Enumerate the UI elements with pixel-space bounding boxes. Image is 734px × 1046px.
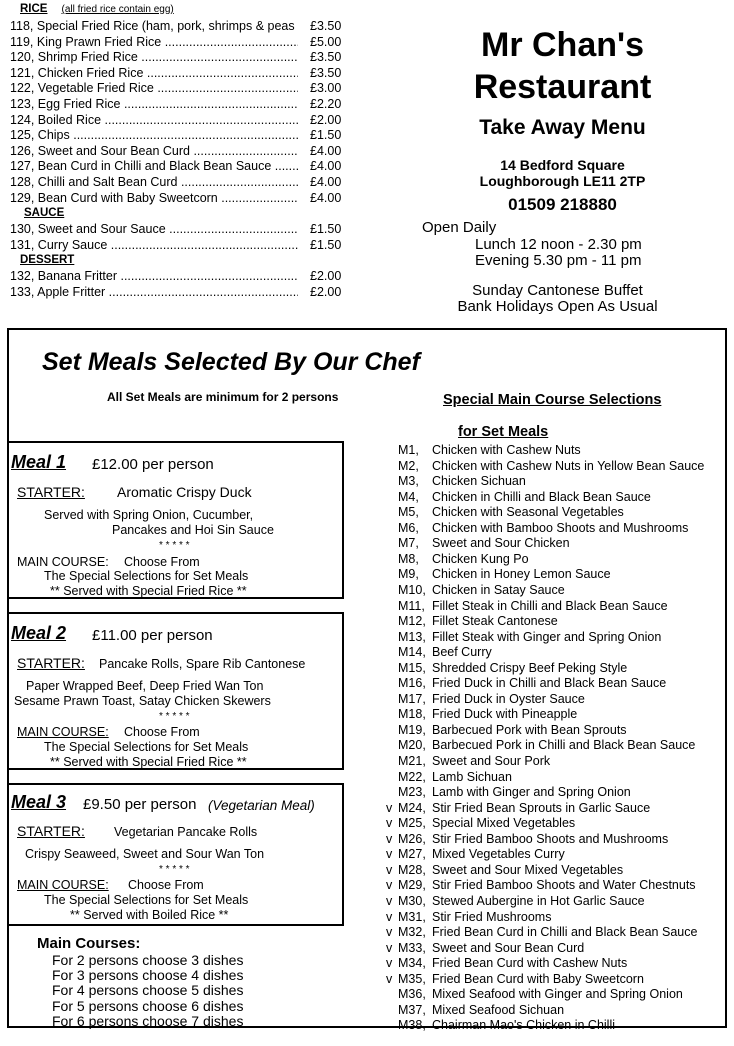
restaurant-name-line2: Restaurant xyxy=(473,68,652,106)
selection-name: Fried Duck in Oyster Sauce xyxy=(432,691,585,706)
menu-item xyxy=(10,113,342,129)
menu-item-name: 133, Apple Fritter ..... xyxy=(10,285,298,301)
selection-code: M4, xyxy=(398,489,419,504)
selection-item xyxy=(398,505,624,520)
selection-code: M17, xyxy=(398,691,426,706)
selection-code: M23, xyxy=(398,785,426,800)
rice-heading-text: RICE xyxy=(20,3,48,15)
menu-item-name: 131, Curry Sauce ..... xyxy=(10,238,298,254)
selection-name: Chicken with Cashew Nuts in Yellow Bean Sauce xyxy=(432,458,705,473)
vegetarian-mark: v xyxy=(386,956,393,971)
selection-code: M31, xyxy=(398,909,426,924)
selection-item xyxy=(398,1018,615,1033)
address-line1: 14 Bedford Square xyxy=(500,157,625,173)
rice-note: (all fried rice contain egg) xyxy=(61,4,174,15)
selection-code: M15, xyxy=(398,660,426,675)
menu-item-price: £3.00 xyxy=(310,81,342,96)
selection-code: M16, xyxy=(398,676,426,691)
selection-name: Barbecued Pork with Bean Sprouts xyxy=(432,722,627,737)
selection-name: Sweet and Sour Mixed Vegetables xyxy=(432,862,624,877)
selection-code: M14, xyxy=(398,645,426,660)
meal-1-starter-label: STARTER: xyxy=(17,484,85,500)
menu-item-price: £3.50 xyxy=(310,65,342,80)
selection-item xyxy=(386,956,628,971)
selection-name: Sweet and Sour Chicken xyxy=(432,536,570,551)
meal-1-box xyxy=(7,441,344,599)
evening-hours: Evening 5.30 pm - 11 pm xyxy=(475,252,642,269)
sunday-buffet: Sunday Cantonese Buffet xyxy=(472,282,643,299)
selection-code: M30, xyxy=(398,893,426,908)
selection-code: M11, xyxy=(398,598,425,613)
meal-3-starter: Vegetarian Pancake Rolls xyxy=(114,825,258,839)
meal-1-price: £12.00 per person xyxy=(92,456,214,473)
menu-item xyxy=(10,81,342,97)
vegetarian-mark: v xyxy=(386,831,393,846)
menu-item-name: 123, Egg Fried Rice ..... xyxy=(10,97,298,113)
menu-item-name: 126, Sweet and Sour Bean Curd ..... xyxy=(10,144,298,160)
bank-holidays: Bank Holidays Open As Usual xyxy=(457,298,658,315)
selections-heading-1: Special Main Course Selections xyxy=(443,392,662,408)
menu-item-name: 124, Boiled Rice ..... xyxy=(10,113,298,129)
selection-name: Sweet and Sour Bean Curd xyxy=(432,940,585,955)
meal-1-line1: Served with Spring Onion, Cucumber, xyxy=(44,508,254,522)
selections-heading-2: for Set Meals xyxy=(458,424,549,440)
selection-code: M36, xyxy=(398,987,426,1002)
selection-item xyxy=(398,583,565,598)
menu-item xyxy=(10,144,342,160)
meal-3-main-line2: ** Served with Boiled Rice ** xyxy=(70,908,229,922)
open-daily: Open Daily xyxy=(422,219,497,236)
selection-code: M33, xyxy=(398,940,426,955)
restaurant-name xyxy=(415,24,710,108)
address-line2: Loughborough LE11 2TP xyxy=(479,173,646,189)
meal-2-main: Choose From xyxy=(124,725,200,739)
selection-code: M37, xyxy=(398,1002,426,1017)
selection-code: M28, xyxy=(398,862,426,877)
vegetarian-mark: v xyxy=(386,925,393,940)
selection-name: Stir Fried Bamboo Shoots and Mushrooms xyxy=(432,831,669,846)
main-courses-line: For 2 persons choose 3 dishes xyxy=(52,952,244,968)
selection-name: Stir Fried Bean Sprouts in Garlic Sauce xyxy=(432,800,651,815)
selection-code: M22, xyxy=(398,769,426,784)
selection-name: Sweet and Sour Pork xyxy=(432,754,551,768)
menu-item-price: £4.00 xyxy=(310,190,342,205)
main-courses-line: For 6 persons choose 7 dishes xyxy=(52,1012,244,1029)
dessert-heading: DESSERT xyxy=(20,254,75,266)
selection-code: M34, xyxy=(398,956,426,971)
selection-code: M25, xyxy=(398,816,426,831)
menu-item xyxy=(10,159,342,175)
selection-name: Beef Curry xyxy=(432,645,492,660)
selection-code: M7, xyxy=(398,536,419,551)
selection-code: M24, xyxy=(398,800,426,815)
menu-item-name: 118, Special Fried Rice (ham, pork, shrimps & peas ..... xyxy=(10,19,298,35)
selection-code: M19, xyxy=(398,722,426,737)
menu-item-price: £1.50 xyxy=(310,222,342,236)
minimum-note: All Set Meals are minimum for 2 persons xyxy=(107,390,339,404)
selection-name: Chicken with Cashew Nuts xyxy=(432,443,581,457)
selection-item xyxy=(386,940,585,956)
menu-item-name: 122, Vegetable Fried Rice ..... xyxy=(10,81,298,97)
meal-2-price: £11.00 per person xyxy=(92,627,213,644)
menu-item-price: £4.00 xyxy=(310,159,342,174)
selection-item xyxy=(398,1003,564,1018)
phone-number: 01509 218880 xyxy=(508,195,617,214)
selection-code: M5, xyxy=(398,505,419,520)
selection-name: Barbecued Pork in Chilli and Black Bean Sauce xyxy=(432,738,696,753)
meal-2-starter: Pancake Rolls, Spare Rib Cantonese xyxy=(99,657,306,671)
selection-code: M38, xyxy=(398,1018,426,1033)
selection-name: Fillet Steak with Ginger and Spring Onion xyxy=(432,629,662,644)
selection-item xyxy=(398,723,627,738)
selection-name: Stewed Aubergine in Hot Garlic Sauce xyxy=(432,893,645,908)
selection-item xyxy=(386,909,552,925)
selection-item xyxy=(398,459,704,474)
selection-name: Chairman Mao's Chicken in Chilli xyxy=(432,1018,616,1033)
selection-name: Chicken in Honey Lemon Sauce xyxy=(432,567,611,582)
menu-item-price: £2.00 xyxy=(310,269,342,283)
menu-item-name: 132, Banana Fritter ..... xyxy=(10,269,298,285)
meal-3-line1: Crispy Seaweed, Sweet and Sour Wan Ton xyxy=(25,847,265,861)
menu-item xyxy=(10,191,342,207)
selection-item xyxy=(398,614,558,629)
selection-code: M6, xyxy=(398,520,419,535)
selection-item xyxy=(386,831,669,847)
selection-name: Mixed Seafood with Ginger and Spring Onion xyxy=(432,987,683,1002)
menu-item xyxy=(10,97,342,113)
vegetarian-mark: v xyxy=(386,878,393,893)
menu-item xyxy=(10,222,342,238)
selection-item xyxy=(398,738,695,753)
main-courses-line: For 5 persons choose 6 dishes xyxy=(52,997,244,1014)
vegetarian-mark: v xyxy=(386,800,393,815)
meal-2-main-line1: The Special Selections for Set Meals xyxy=(44,740,249,754)
selection-name: Special Mixed Vegetables xyxy=(432,816,576,831)
meal-3-stars: * * * * * xyxy=(159,864,190,875)
selection-item xyxy=(386,893,645,909)
menu-item-price: £3.50 xyxy=(310,50,342,65)
selection-name: Stir Fried Bamboo Shoots and Water Chestnuts xyxy=(432,878,696,893)
selection-code: M9, xyxy=(398,567,419,582)
menu-item-price: £2.20 xyxy=(310,97,342,111)
selection-name: Chicken in Chilli and Black Bean Sauce xyxy=(432,489,651,504)
selection-code: M18, xyxy=(398,707,426,722)
buffet-info xyxy=(410,283,705,315)
sauce-heading: SAUCE xyxy=(24,207,65,219)
selection-item xyxy=(398,692,585,707)
selection-item xyxy=(386,925,698,940)
menu-item-price: £2.00 xyxy=(310,112,342,127)
selection-code: M13, xyxy=(398,629,426,644)
selection-code: M2, xyxy=(398,458,419,473)
selection-item xyxy=(398,443,581,458)
menu-item-name: 130, Sweet and Sour Sauce ..... xyxy=(10,222,298,238)
vegetarian-mark: v xyxy=(386,816,393,831)
menu-subtitle: Take Away Menu xyxy=(479,116,646,139)
menu-item-name: 119, King Prawn Fried Rice ..... xyxy=(10,35,298,51)
selection-code: M3, xyxy=(398,474,419,489)
selection-code: M35, xyxy=(398,971,426,986)
meal-1-stars: * * * * * xyxy=(159,540,190,551)
menu-item-price: £3.50 xyxy=(310,19,342,33)
selection-item xyxy=(386,862,624,878)
selection-code: M8, xyxy=(398,551,419,566)
meal-3-starter-label: STARTER: xyxy=(17,823,85,839)
main-courses-heading: Main Courses: xyxy=(37,935,141,952)
selection-name: Fillet Steak Cantonese xyxy=(432,614,558,629)
selection-name: Chicken in Satay Sauce xyxy=(432,582,565,597)
selection-item xyxy=(398,521,688,536)
meal-3-box xyxy=(7,783,344,926)
selection-code: M10, xyxy=(398,582,426,597)
selection-item xyxy=(398,630,661,645)
vegetarian-mark: v xyxy=(386,971,393,986)
selection-item xyxy=(386,800,651,816)
selection-name: Chicken Sichuan xyxy=(432,474,526,489)
lunch-hours: Lunch 12 noon - 2.30 pm xyxy=(475,236,642,253)
selection-item xyxy=(398,474,526,489)
meal-2-box xyxy=(7,612,344,770)
menu-item-name: 128, Chilli and Salt Bean Curd ..... xyxy=(10,175,298,191)
selection-code: M26, xyxy=(398,831,426,846)
menu-item-name: 129, Bean Curd with Baby Sweetcorn ..... xyxy=(10,191,298,207)
meal-3-veg: (Vegetarian Meal) xyxy=(208,798,315,813)
main-courses-line: For 4 persons choose 5 dishes xyxy=(52,982,244,999)
meal-2-starter-label: STARTER: xyxy=(17,655,85,671)
meal-3-main: Choose From xyxy=(128,878,204,892)
selection-item xyxy=(386,816,576,831)
selection-item xyxy=(398,987,683,1002)
selection-item xyxy=(398,754,550,769)
meal-2-stars: * * * * * xyxy=(159,711,190,722)
menu-item-name: 120, Shrimp Fried Rice ..... xyxy=(10,50,298,66)
menu-item-price: £5.00 xyxy=(310,34,342,49)
selection-code: M1, xyxy=(398,443,419,457)
selection-name: Lamb Sichuan xyxy=(432,769,512,784)
selection-item xyxy=(398,676,666,691)
meal-3-main-label: MAIN COURSE: xyxy=(17,878,109,892)
selection-name: Fillet Steak in Chilli and Black Bean Sauce xyxy=(432,598,668,613)
selection-code: M27, xyxy=(398,847,426,862)
vegetarian-mark: v xyxy=(386,862,393,877)
opening-hours xyxy=(475,237,642,269)
selection-name: Fried Bean Curd in Chilli and Black Bean Sauce xyxy=(432,925,698,940)
selection-item xyxy=(398,785,631,800)
meal-1-starter: Aromatic Crispy Duck xyxy=(117,484,252,500)
menu-item-price: £2.00 xyxy=(310,284,342,299)
selection-name: Fried Duck in Chilli and Black Bean Sauce xyxy=(432,676,667,691)
meal-1-main-line1: The Special Selections for Set Meals xyxy=(44,569,249,583)
menu-item-name: 121, Chicken Fried Rice ..... xyxy=(10,66,298,82)
set-meals-title: Set Meals Selected By Our Chef xyxy=(42,348,420,376)
selection-code: M21, xyxy=(398,754,426,768)
meal-2-name: Meal 2 xyxy=(11,623,67,643)
selection-item xyxy=(398,552,529,567)
selection-item xyxy=(398,770,512,785)
meal-2-line1: Paper Wrapped Beef, Deep Fried Wan Ton xyxy=(26,679,264,693)
meal-2-line2: Sesame Prawn Toast, Satay Chicken Skewers xyxy=(14,694,271,708)
selection-item xyxy=(398,707,577,722)
menu-item xyxy=(10,35,342,51)
menu-item xyxy=(10,50,342,66)
selection-item xyxy=(398,536,570,551)
selection-code: M20, xyxy=(398,738,426,753)
menu-item-price: £4.00 xyxy=(310,143,342,158)
rice-heading xyxy=(20,3,174,15)
selection-item xyxy=(398,645,492,660)
vegetarian-mark: v xyxy=(386,940,393,955)
selection-item xyxy=(386,847,565,862)
selection-name: Mixed Vegetables Curry xyxy=(432,847,565,862)
meal-3-price: £9.50 per person xyxy=(83,796,197,813)
selection-name: Lamb with Ginger and Spring Onion xyxy=(432,785,631,800)
menu-item xyxy=(10,19,342,35)
selection-name: Fried Bean Curd with Baby Sweetcorn xyxy=(432,971,644,986)
restaurant-name-line1: Mr Chan's xyxy=(481,26,644,64)
selection-name: Fried Duck with Pineapple xyxy=(432,707,578,722)
meal-1-main: Choose From xyxy=(124,555,200,569)
selection-code: M29, xyxy=(398,878,426,893)
menu-item xyxy=(10,269,342,285)
selection-name: Chicken with Seasonal Vegetables xyxy=(432,505,624,520)
meal-2-main-line2: ** Served with Special Fried Rice ** xyxy=(50,755,247,769)
selection-name: Chicken Kung Po xyxy=(432,551,529,566)
selection-name: Shredded Crispy Beef Peking Style xyxy=(432,660,628,675)
selection-item xyxy=(398,661,627,676)
meal-3-name: Meal 3 xyxy=(11,792,67,812)
menu-item-price: £1.50 xyxy=(310,237,342,252)
meal-1-name: Meal 1 xyxy=(11,452,67,472)
meal-2-main-label: MAIN COURSE: xyxy=(17,725,109,739)
menu-item xyxy=(10,285,342,301)
vegetarian-mark: v xyxy=(386,847,393,862)
selection-item xyxy=(398,599,668,614)
selection-item xyxy=(398,490,651,505)
menu-item xyxy=(10,128,342,144)
vegetarian-mark: v xyxy=(386,909,393,924)
menu-item xyxy=(10,238,342,254)
meal-1-line2: Pancakes and Hoi Sin Sauce xyxy=(112,523,274,537)
selection-name: Stir Fried Mushrooms xyxy=(432,909,552,924)
selection-name: Fried Bean Curd with Cashew Nuts xyxy=(432,956,628,971)
selection-item xyxy=(386,878,696,893)
menu-item-name: 125, Chips ..... xyxy=(10,128,298,144)
selection-item xyxy=(398,567,611,582)
selection-name: Chicken with Bamboo Shoots and Mushrooms xyxy=(432,520,689,535)
selection-code: M12, xyxy=(398,614,426,629)
menu-item-price: £4.00 xyxy=(310,175,342,189)
meal-3-main-line1: The Special Selections for Set Meals xyxy=(44,893,249,907)
address xyxy=(415,157,710,189)
meal-1-main-label: MAIN COURSE: xyxy=(17,555,109,569)
selection-name: Mixed Seafood Sichuan xyxy=(432,1002,565,1017)
selection-code: M32, xyxy=(398,925,426,940)
menu-item xyxy=(10,66,342,82)
menu-item-price: £1.50 xyxy=(310,128,342,143)
main-courses-line: For 3 persons choose 4 dishes xyxy=(52,967,244,984)
vegetarian-mark: v xyxy=(386,893,393,908)
menu-item xyxy=(10,175,342,191)
meal-1-main-line2: ** Served with Special Fried Rice ** xyxy=(50,584,247,598)
selection-item xyxy=(386,971,644,987)
menu-item-name: 127, Bean Curd in Chilli and Black Bean Sauce ..... xyxy=(10,159,298,175)
